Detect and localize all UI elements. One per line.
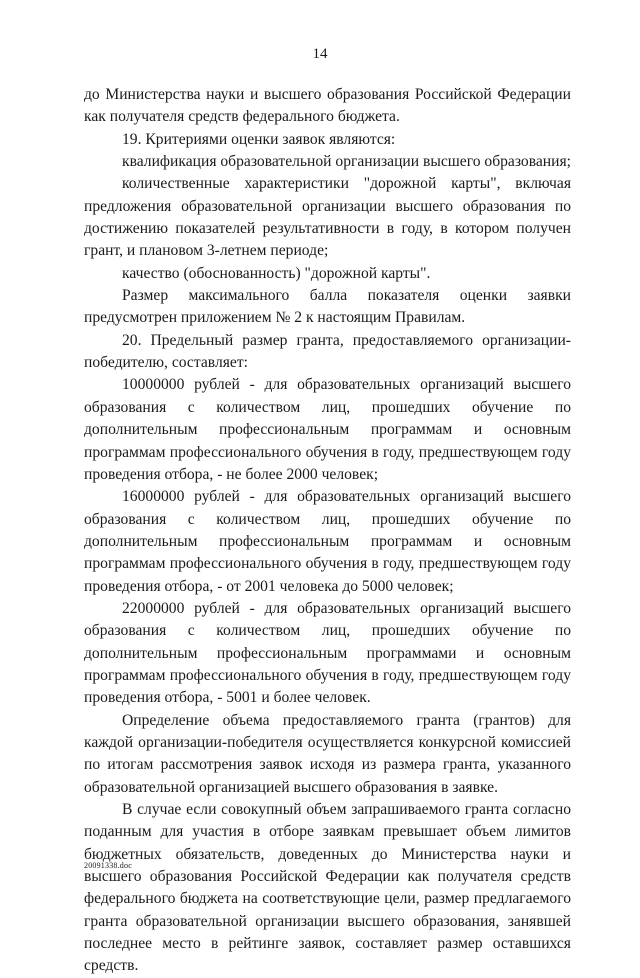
paragraph-grant-tier-1: 10000000 рублей - для образовательных организаций высшего образования с количеством лиц, прошедших обучение по дополнительным профессиональным программам и основным программам профессионального обучения в году, предшествующем году проведения отбора, - не более 2000 человек; [84,376,571,483]
paragraph-grant-tier-3: 22000000 рублей - для образовательных организаций высшего образования с количеством лиц, прошедших обучение по дополнительным профессиональным программами и основным программам профессионального обучения в году, предшествующем году проведения отбора, - 5001 и более человек. [84,599,571,707]
paragraph-max-score: Размер максимального балла показателя оценки заявки предусмотрен приложением № 2 к настоящим Правилам. [84,287,571,327]
paragraph-grant-tier-2: 16000000 рублей - для образовательных организаций высшего образования с количеством лиц, прошедших обучение по дополнительным профессиональным программам и основным программам профессионального обучения в году, предшествующем году проведения отбора, - от 2001 человека до 5000 человек; [84,488,571,595]
page-number: 14 [312,46,328,62]
paragraph-criterion-quality: качество (обоснованность) "дорожной карты". [122,264,431,282]
paragraph-clause-20: 20. Предельный размер гранта, предоставляемого организации-победителю, составляет: [84,331,571,372]
paragraph-remaining-funds: В случае если совокупный объем запрашиваемого гранта согласно поданным для участия в отборе заявкам превышает объем лимитов бюджетных обязательств, доведенных до Министерства науки и высшего образования Российской Федерации как получателя средств федерального бюджета на соответствующие цели, размер предлагаемого гранта образовательной организации высшего образования, занявшей последнее место в рейтинге заявок, составляет размер оставшихся средств. [84,801,571,975]
paragraph-grant-determination: Определение объема предоставляемого гранта (грантов) для каждой организации-победителя осуществляется конкурсной комиссией по итогам рассмотрения заявок исходя из размера гранта, указанного образовательной организацией высшего образования в заявке. [84,711,571,796]
paragraph-criterion-qualification: квалификация образовательной организации высшего образования; [122,153,571,171]
paragraph-clause-19: 19. Критериями оценки заявок являются: [122,130,396,148]
paragraph-continuation: до Министерства науки и высшего образования Российской Федерации как получателя средств федерального бюджета. [84,86,571,126]
document-body [84,84,571,978]
footer-document-code: 20091338.doc [84,861,132,870]
paragraph-criterion-quantitative: количественные характеристики "дорожной карты", включая предложения образовательной организации высшего образования по достижению показателей результативности в году, в котором получен грант, и плановом 3-летнем периоде; [84,175,571,260]
